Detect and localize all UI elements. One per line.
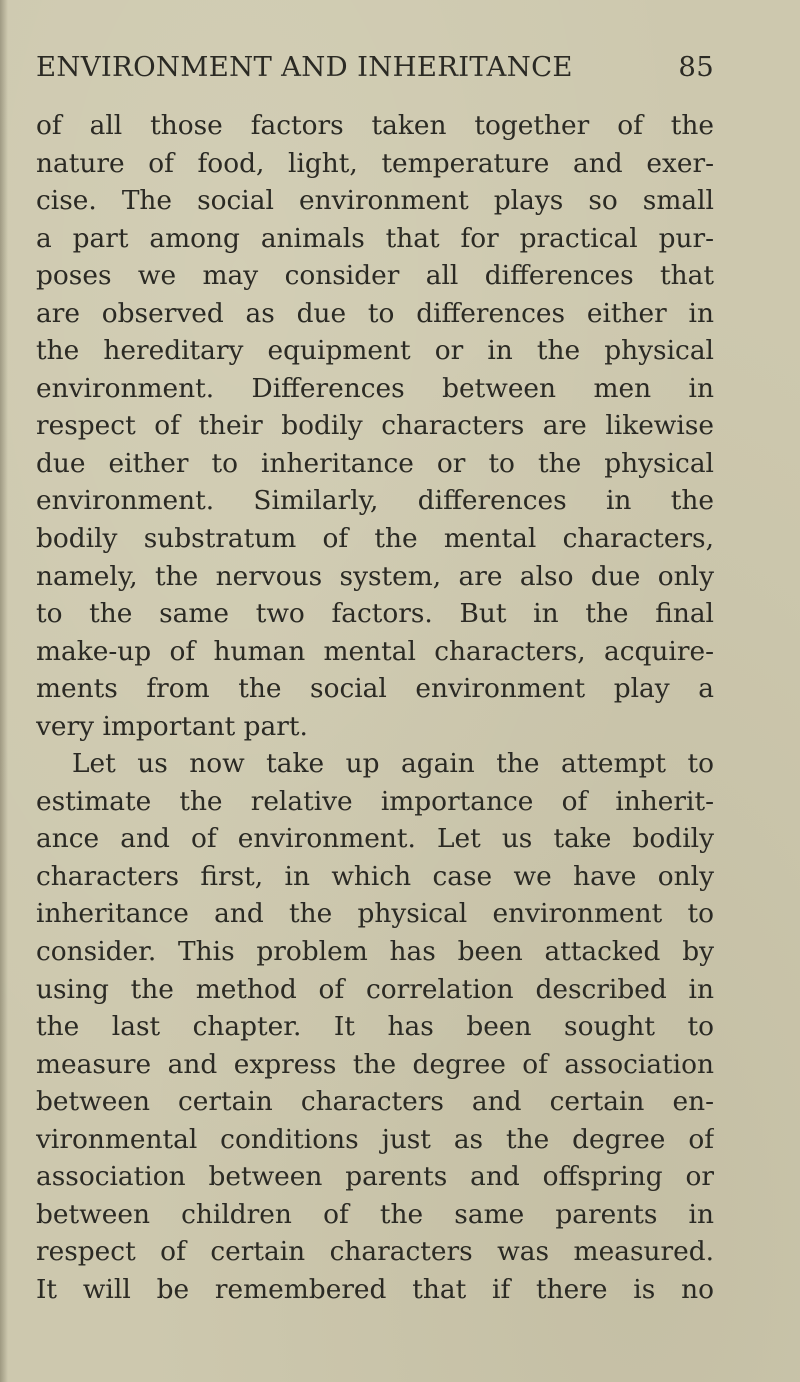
text-line: environment. Similarly, differences in the [36,485,714,517]
text-line: characters first, in which case we have only [36,860,714,892]
text-line: nature of food, light, temperature and exer- [36,147,714,179]
text-line: the hereditary equipment or in the physical [36,335,714,367]
text-line: cise. The social environment plays so small [36,185,714,217]
text-line: It will be remembered that if there is no [36,1273,714,1305]
page-number: 85 [678,51,714,83]
text-line: very important part. [36,710,308,742]
text-line: namely, the nervous system, are also due only [36,560,714,592]
text-line: using the method of correlation described in [36,973,714,1005]
text-line: the last chapter. It has been sought to [36,1011,714,1043]
text-line: between children of the same parents in [36,1198,714,1230]
text-line: vironmental conditions just as the degree of [36,1123,714,1155]
running-head-title: ENVIRONMENT AND INHERITANCE [36,51,573,83]
binding-gutter [0,0,8,1382]
running-head [36,45,714,89]
text-line: of all those factors taken together of the [36,110,714,141]
text-line: ments from the social environment play a [36,673,714,705]
text-line: measure and express the degree of association [36,1048,714,1080]
paragraph-first-line: Let us now take up again the attempt to [72,748,714,780]
text-line: to the same two factors. But in the final [36,598,714,630]
text-line: respect of certain characters was measured. [36,1236,714,1268]
text-line: consider. This problem has been attacked by [36,936,714,968]
text-line: poses we may consider all differences that [36,260,714,292]
body-text [36,107,714,1309]
text-line: environment. Differences between men in [36,372,714,404]
text-line: bodily substratum of the mental characters, [36,523,714,555]
text-line: association between parents and offspring or [36,1161,714,1193]
text-line: are observed as due to differences either in [36,297,714,329]
text-line: respect of their bodily characters are likewise [36,410,714,442]
text-line: make-up of human mental characters, acquire- [36,635,714,667]
text-line: estimate the relative importance of inherit- [36,785,714,817]
text-line: due either to inheritance or to the physical [36,447,714,479]
text-line: ance and of environment. Let us take bodily [36,823,714,855]
text-line: inheritance and the physical environment to [36,898,714,930]
text-line: between certain characters and certain en- [36,1086,714,1118]
text-line: a part among animals that for practical pur- [36,222,714,254]
